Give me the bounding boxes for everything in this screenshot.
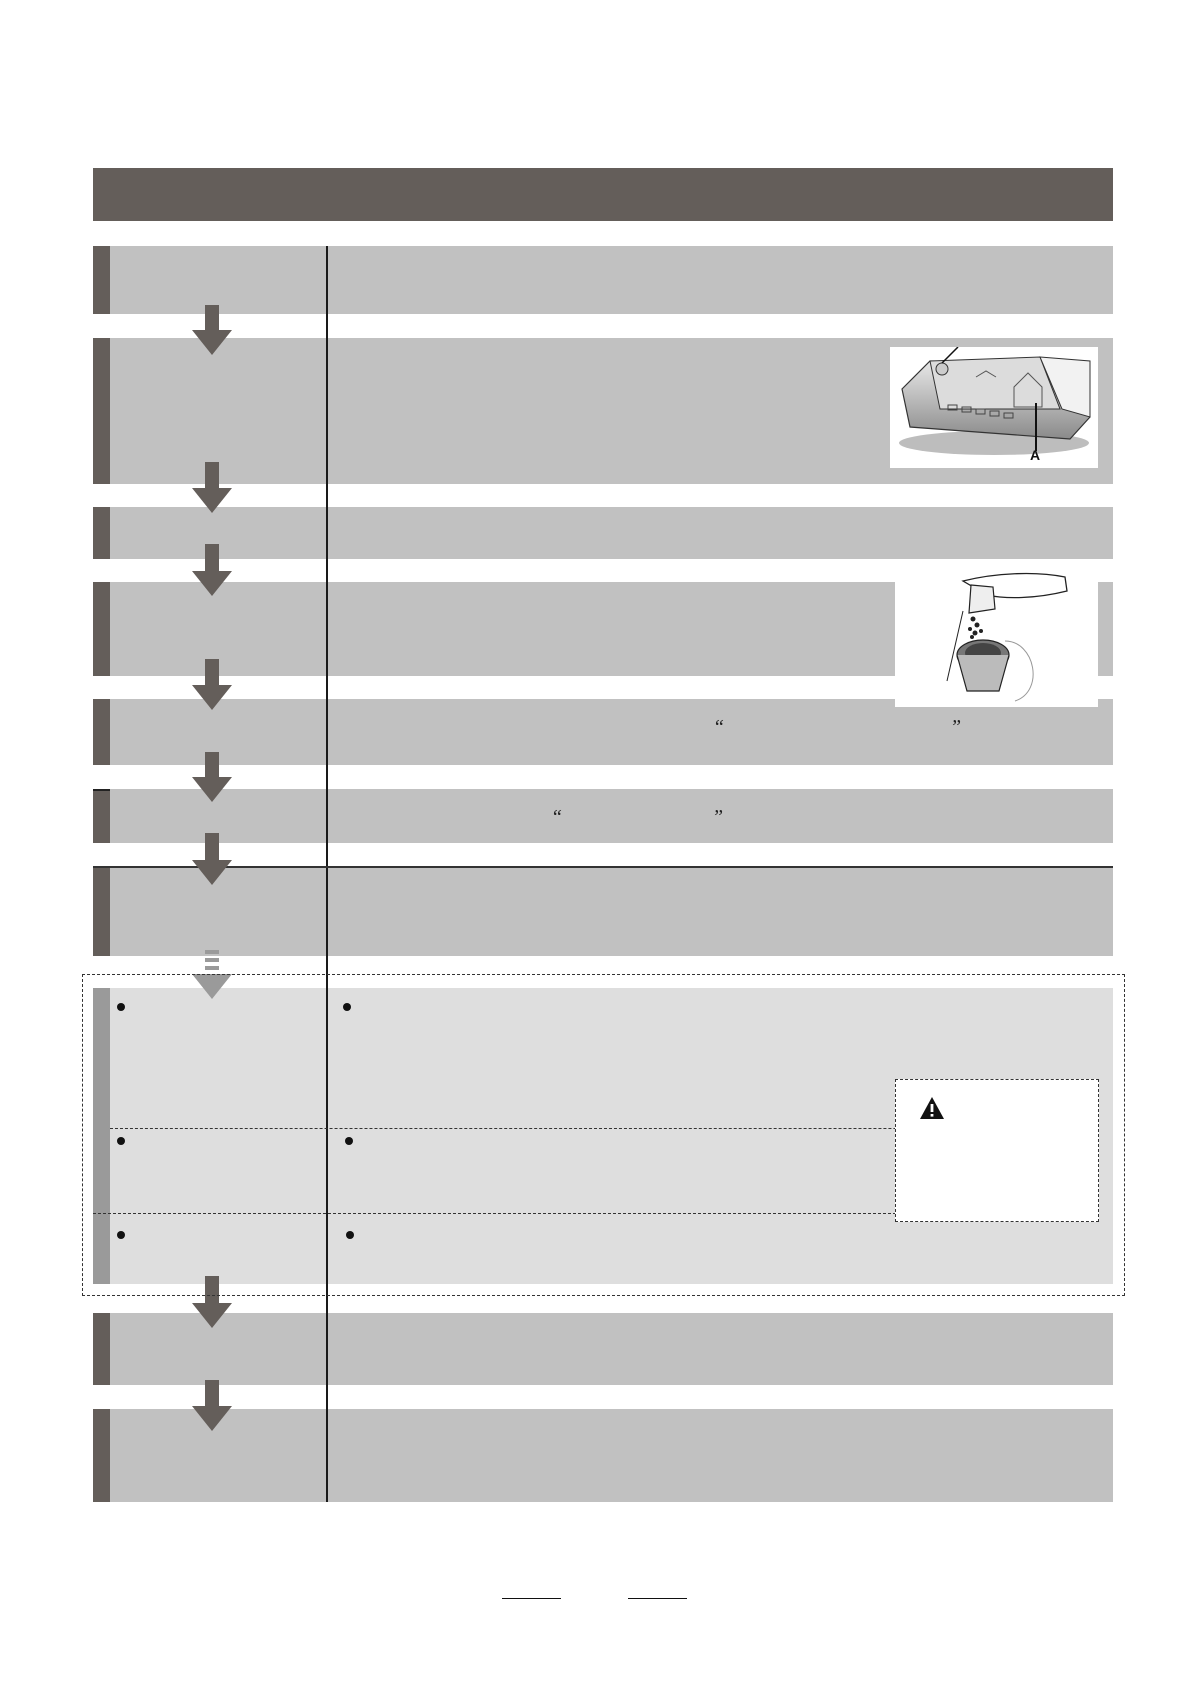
step-accent-bar (93, 1409, 110, 1502)
detergent-dispenser-image (890, 347, 1098, 468)
step-accent-bar (93, 582, 110, 676)
footer-underline-left (502, 1598, 561, 1599)
column-divider (326, 246, 328, 1502)
step-accent-bar (93, 1313, 110, 1385)
arrow-down-icon (192, 462, 232, 513)
step-row-6 (93, 789, 1113, 843)
close-quote: ” (712, 806, 724, 828)
header-bar (93, 168, 1113, 221)
step-accent-bar (93, 338, 110, 484)
warning-triangle-icon (919, 1096, 945, 1120)
arrow-down-icon (192, 305, 232, 355)
arrow-down-icon (192, 752, 232, 802)
bullet-icon (343, 1003, 351, 1011)
step-accent-bar (93, 507, 110, 559)
step-accent-bar (93, 699, 110, 765)
step-row-1 (93, 246, 1113, 314)
close-quote: ” (950, 716, 962, 738)
open-quote: “ (551, 806, 563, 828)
bullet-icon (117, 1137, 125, 1145)
bullet-icon (117, 1231, 125, 1239)
step-row-7 (93, 868, 1113, 956)
callout-label-a: A (1030, 447, 1041, 463)
arrow-down-icon (192, 659, 232, 710)
step-row-8 (93, 1313, 1113, 1385)
step-accent-bar (93, 868, 110, 956)
footer-underline-right (628, 1598, 687, 1599)
separator-tick (93, 789, 110, 791)
step-accent-bar (93, 789, 110, 843)
arrow-down-icon (192, 1380, 232, 1431)
arrow-down-icon (192, 544, 232, 596)
warning-box (895, 1079, 1099, 1222)
step-row-9 (93, 1409, 1113, 1502)
bullet-icon (117, 1003, 125, 1011)
arrow-down-icon (192, 833, 232, 885)
salt-pouring-image (895, 571, 1098, 707)
open-quote: “ (713, 716, 725, 738)
bullet-icon (345, 1137, 353, 1145)
separator-line (93, 866, 1113, 868)
step-row-3 (93, 507, 1113, 559)
bullet-icon (346, 1231, 354, 1239)
step-accent-bar (93, 246, 110, 314)
